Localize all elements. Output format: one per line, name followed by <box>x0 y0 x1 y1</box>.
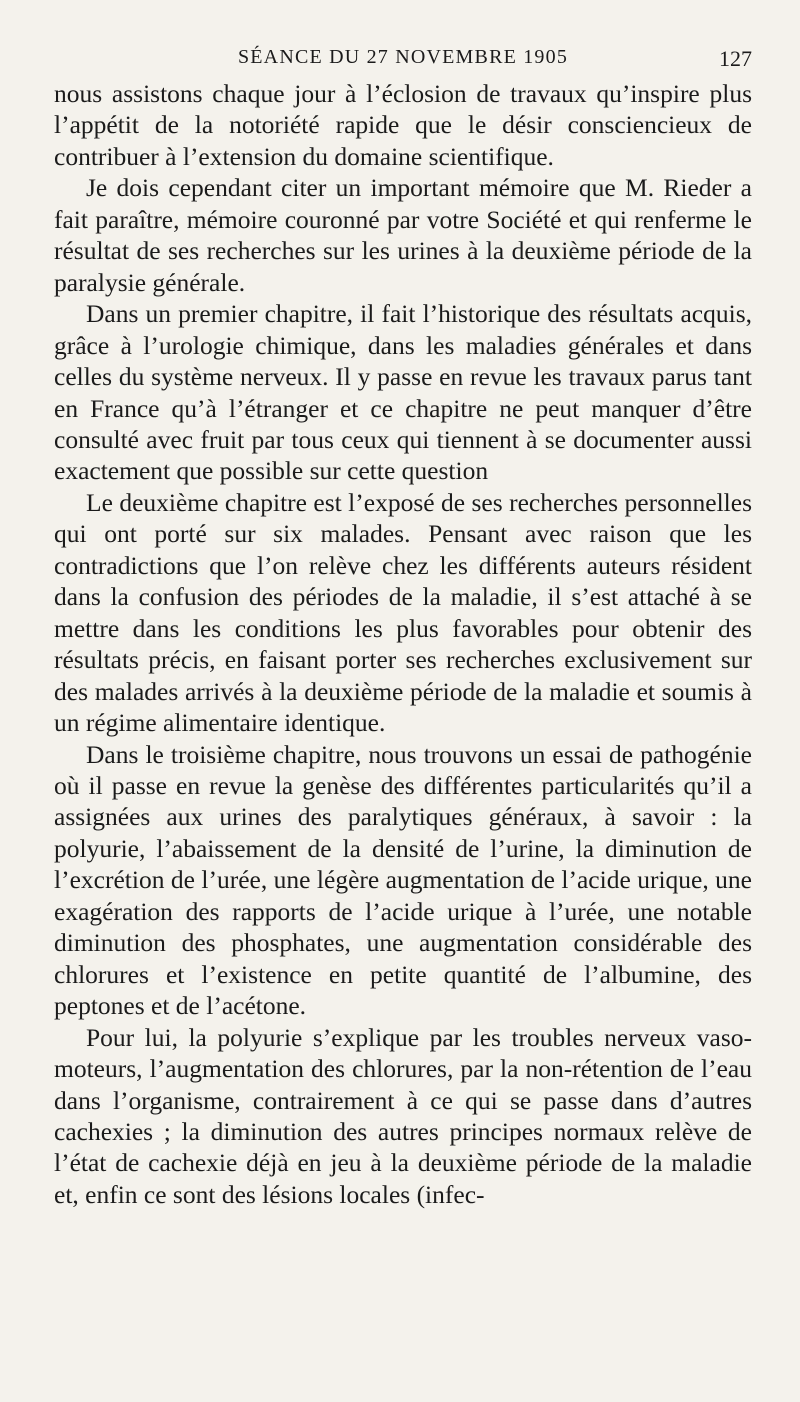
page-number: 127 <box>719 46 752 71</box>
paragraph-1: nous assistons chaque jour à l’éclosion de travaux qu’inspire plus l’appétit de la notoriété rapide que le désir consciencieux de contribuer à l’extension du domaine scientifique. <box>54 79 752 171</box>
body-text <box>54 78 752 1210</box>
running-head <box>54 30 752 74</box>
paragraph-2: Je dois cependant citer un important mémoire que M. Rieder a fait paraître, mémoire couronné par votre Société et qui renferme le résultat de ses recherches sur les urines à la deuxième période de la paralysie générale. <box>54 173 752 297</box>
paragraph-5: Dans le troisième chapitre, nous trouvons un essai de pathogénie où il passe en revue la genèse des différentes particularités qu’il a assignées aux urines des paralytiques généraux, à savoir : la polyurie, l’abaissement de la densité de l’urine, la diminution de l’excrétion de l’urée, une légère augmentation de l’acide urique, une exagération des rapports de l’acide urique à l’urée, une notable diminution des phosphates, une augmentation considérable des chlorures et l’existence en petite quantité de l’albumine, des peptones et de l’acétone. <box>54 739 752 1021</box>
running-title: SÉANCE DU 27 NOVEMBRE 1905 <box>237 46 569 68</box>
paragraph-6: Pour lui, la polyurie s’explique par les troubles nerveux vaso-moteurs, l’augmentation des chlorures, par la non-rétention de l’eau dans l’organisme, contrairement à ce qui se passe dans d’autres cachexies ; la diminution des autres principes normaux relève de l’état de cachexie déjà en jeu à la deuxième période de la maladie et, enfin ce sont des lésions locales (infec- <box>54 1022 752 1209</box>
paragraph-3: Dans un premier chapitre, il fait l’historique des résultats acquis, grâce à l’urologie chimique, dans les maladies générales et dans celles du système nerveux. Il y passe en revue les travaux parus tant en France qu’à l’étranger et ce chapitre ne peut manquer d’être consulté avec fruit par tous ceux qui tiennent à se documenter aussi exactement que possible sur cette question <box>54 299 752 486</box>
paragraph-4: Le deuxième chapitre est l’exposé de ses recherches personnelles qui ont porté sur six malades. Pensant avec raison que les contradictions que l’on relève chez les différents auteurs résident dans la confusion des périodes de la maladie, il s’est attaché à se mettre dans les conditions les plus favorables pour obtenir des résultats précis, en faisant porter ses recherches exclusivement sur des malades arrivés à la deuxième période de la maladie et soumis à un régime alimentaire identique. <box>54 487 752 738</box>
